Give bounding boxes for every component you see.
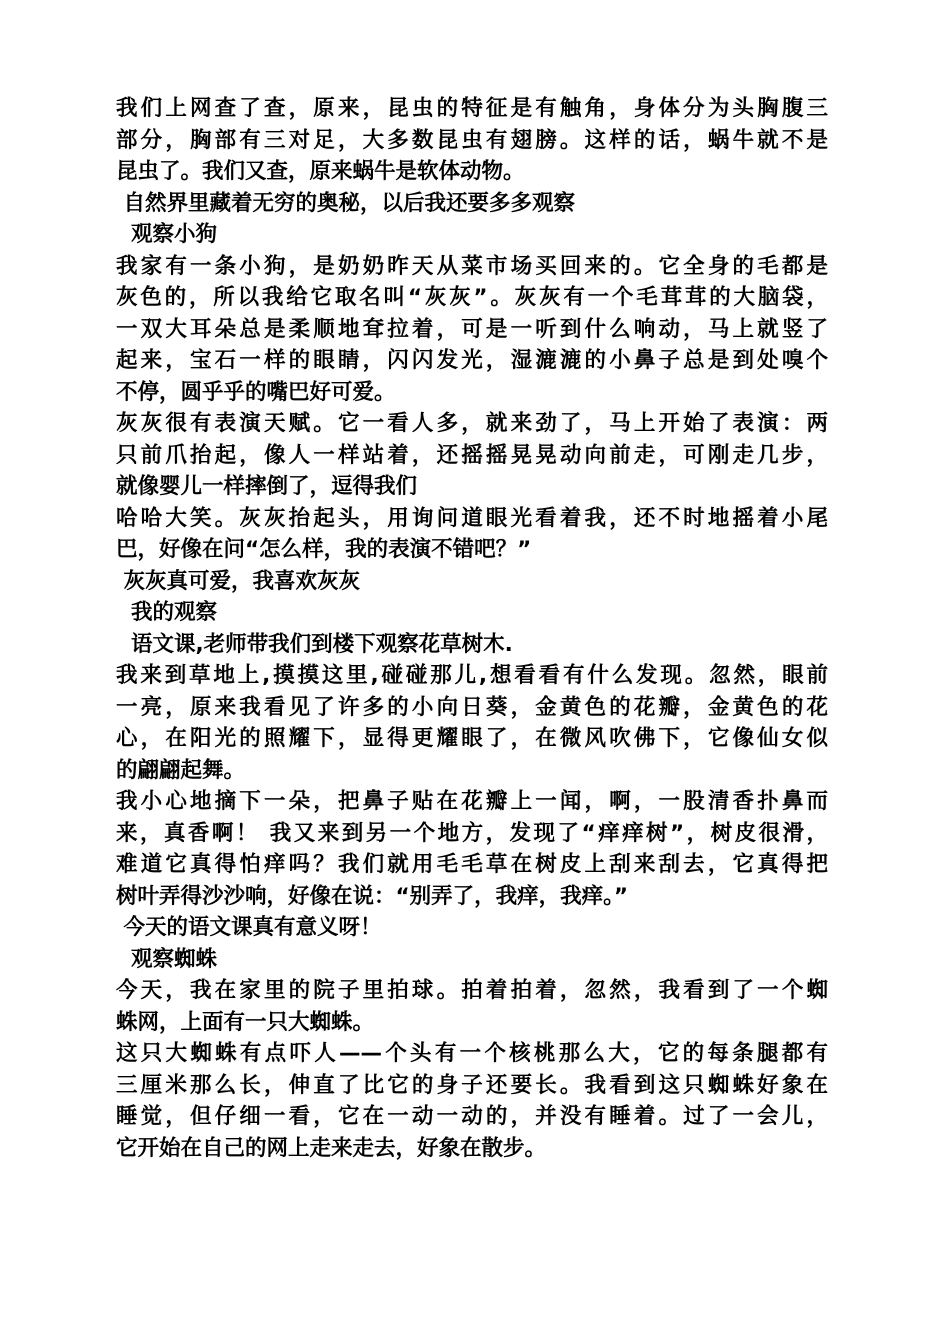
text-line: 的翩翩起舞。 — [116, 757, 246, 783]
text-line: 难道它真得怕痒吗？我们就用毛毛草在树皮上刮来刮去，它真得把 — [116, 852, 828, 877]
text-line: 哈哈大笑。灰灰抬起头，用询问道眼光看着我，还不时地摇着小尾 — [116, 505, 828, 531]
text-line: 一亮，原来我看见了许多的小向日葵，金黄色的花瓣，金黄色的花 — [116, 694, 828, 720]
text-line: 心，在阳光的照耀下，显得更耀眼了，在微风吹佛下，它像仙女似 — [116, 726, 828, 751]
text-line: 灰灰真可爱，我喜欢灰灰 — [116, 568, 360, 594]
text-line: 我的观察 — [116, 600, 217, 625]
text-line: 蛛网，上面有一只大蜘蛛。 — [116, 1009, 375, 1035]
document-body — [116, 93, 828, 1164]
text-line: 自然界里藏着无穷的奥秘，以后我还要多多观察 — [116, 190, 575, 216]
text-line: 灰灰很有表演天赋。它一看人多，就来劲了，马上开始了表演：两 — [116, 411, 828, 436]
text-line: 观察小狗 — [116, 222, 217, 247]
text-line: 语文课,老师带我们到楼下观察花草树木. — [116, 631, 513, 657]
text-line: 起来，宝石一样的眼睛，闪闪发光，湿漉漉的小鼻子总是到处嗅个 — [116, 348, 828, 373]
text-line: 只前爪抬起，像人一样站着，还摇摇晃晃动向前走，可刚走几步， — [116, 442, 828, 468]
text-line: 我家有一条小狗，是奶奶昨天从菜市场买回来的。它全身的毛都是 — [116, 253, 828, 279]
text-line: 就像婴儿一样摔倒了，逗得我们 — [116, 474, 418, 499]
text-line: 睡觉，但仔细一看，它在一动一动的，并没有睡着。过了一会儿， — [116, 1104, 828, 1129]
text-line: 它开始在自己的网上走来走去，好象在散步。 — [116, 1135, 547, 1161]
text-line: 部分，胸部有三对足，大多数昆虫有翅膀。这样的话，蜗牛就不是 — [116, 127, 828, 153]
text-line: 今天，我在家里的院子里拍球。拍着拍着，忽然，我看到了一个蜘 — [116, 978, 828, 1003]
text-line: 今天的语文课真有意义呀！ — [116, 915, 382, 940]
text-line: 不停，圆乎乎的嘴巴好可爱。 — [116, 379, 396, 405]
text-line: 树叶弄得沙沙响，好像在说：“别弄了，我痒，我痒。” — [116, 883, 629, 909]
text-line: 观察蜘蛛 — [116, 946, 217, 972]
text-line: 三厘米那么长，伸直了比它的身子还要长。我看到这只蜘蛛好象在 — [116, 1072, 828, 1098]
text-line: 我小心地摘下一朵，把鼻子贴在花瓣上一闻，啊，一股清香扑鼻而 — [116, 789, 828, 814]
text-line: 灰色的，所以我给它取名叫“灰灰”。灰灰有一个毛茸茸的大脑袋， — [116, 285, 828, 310]
text-line: 我来到草地上,摸摸这里,碰碰那儿,想看看有什么发现。忽然，眼前 — [116, 663, 828, 688]
text-line: 这只大蜘蛛有点吓人——个头有一个核桃那么大，它的每条腿都有 — [116, 1041, 828, 1066]
text-line: 昆虫了。我们又查，原来蜗牛是软体动物。 — [116, 159, 525, 184]
text-line: 来，真香啊！ 我又来到另一个地方，发现了“痒痒树”，树皮很滑， — [116, 820, 828, 846]
text-line: 巴，好像在问“怎么样，我的表演不错吧？” — [116, 537, 532, 562]
text-line: 一双大耳朵总是柔顺地耷拉着，可是一听到什么响动，马上就竖了 — [116, 316, 828, 342]
text-line: 我们上网查了查，原来，昆虫的特征是有触角，身体分为头胸腹三 — [116, 96, 828, 121]
